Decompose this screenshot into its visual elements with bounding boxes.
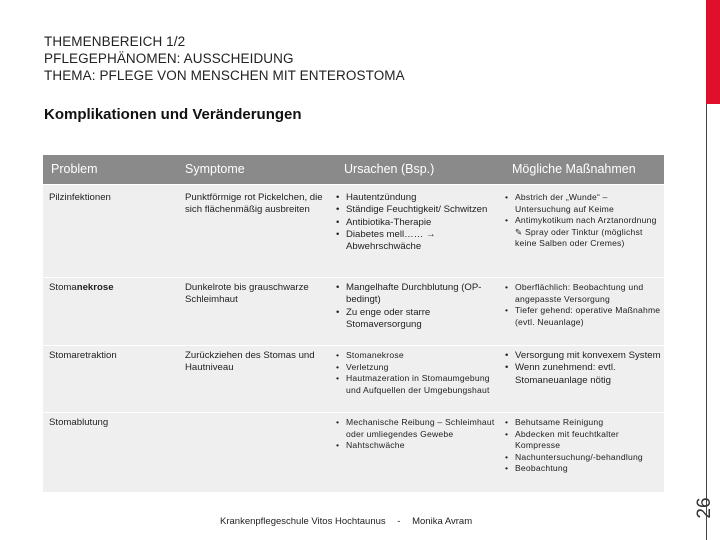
list-item: • Abdecken mit feuchtkalter Kompresse xyxy=(504,429,654,452)
problem-prefix: Stoma xyxy=(49,282,77,293)
header-line-2: PFLEGEPHÄNOMEN: AUSSCHEIDUNG xyxy=(44,51,294,66)
row-divider xyxy=(43,277,664,278)
complications-table xyxy=(43,155,664,492)
column-header-ursachen: Ursachen (Bsp.) xyxy=(344,162,435,176)
table-row-4-massnahmen xyxy=(504,417,654,475)
table-row-3-ursachen xyxy=(335,350,501,396)
table-row-2-problem xyxy=(49,282,174,294)
list-item: • Hautmazeration in Stomaumgebung und Aufquellen der Umgebungshaut xyxy=(335,373,501,396)
footer-separator: - xyxy=(397,516,401,527)
list-item: • Antimykotikum nach Arztanordnung xyxy=(504,215,662,227)
table-row-1-symptome: Punktförmige rot Pickelchen, die sich flächenmäßig ausbreiten xyxy=(185,192,323,216)
footer-school: Krankenpflegeschule Vitos Hochtaunus xyxy=(220,516,386,527)
list-item: • Tiefer gehend: operative Maßnahme (evtl. Neuanlage) xyxy=(504,305,662,328)
list-item: • Mangelhafte Durchblutung (OP-bedingt) xyxy=(335,282,495,307)
footer-author: Monika Avram xyxy=(412,516,473,527)
list-item: • Beobachtung xyxy=(504,463,654,475)
table-row-3-symptome: Zurückziehen des Stomas und Hautniveau xyxy=(185,350,315,374)
row-divider xyxy=(43,184,664,185)
list-item: • Mechanische Reibung – Schleimhaut oder umliegendes Gewebe xyxy=(335,417,501,440)
header-line-1: THEMENBEREICH 1/2 xyxy=(44,34,186,49)
table-row-2-symptome: Dunkelrote bis grauschwarze Schleimhaut xyxy=(185,282,309,306)
table-row-4-ursachen xyxy=(335,417,501,452)
list-item: • Zu enge oder starre Stomaversorgung xyxy=(335,307,495,332)
list-item: • Oberflächlich: Beobachtung und angepasste Versorgung xyxy=(504,282,662,305)
page-number: 26 xyxy=(694,497,715,519)
column-header-massnahmen: Mögliche Maßnahmen xyxy=(512,162,636,176)
table-row-1-ursachen xyxy=(335,192,497,253)
divider-line xyxy=(706,104,707,540)
table-header xyxy=(43,155,664,184)
list-item: • Wenn zunehmend: evtl. Stomaneuanlage nötig xyxy=(504,362,662,387)
table-row-2-massnahmen xyxy=(504,282,662,328)
slide-header xyxy=(44,33,405,84)
table-row-3-problem: Stomaretraktion xyxy=(49,350,117,361)
list-item: • Versorgung mit konvexem System xyxy=(504,350,662,362)
header-line-3: THEMA: PFLEGE VON MENSCHEN MIT ENTEROSTOMA xyxy=(44,68,405,83)
table-row-2-ursachen xyxy=(335,282,495,331)
column-header-problem: Problem xyxy=(51,162,98,176)
list-item: • Stomanekrose xyxy=(335,350,501,362)
list-item: • Nahtschwäche xyxy=(335,440,501,452)
accent-bar xyxy=(706,0,720,104)
list-item: • Ständige Feuchtigkeit/ Schwitzen xyxy=(335,204,497,216)
list-item: • Nachuntersuchung/-behandlung xyxy=(504,452,654,464)
slide-subtitle: Komplikationen und Veränderungen xyxy=(44,106,302,123)
list-item: • Antibiotika-Therapie xyxy=(335,217,497,229)
table-row-3-massnahmen xyxy=(504,350,662,387)
table-row-1-problem: Pilzinfektionen xyxy=(49,192,111,203)
problem-bold: nekrose xyxy=(76,282,114,293)
table-row-1-massnahmen xyxy=(504,192,662,250)
column-header-symptome: Symptome xyxy=(185,162,245,176)
row-divider xyxy=(43,412,664,413)
table-row-4-problem: Stomablutung xyxy=(49,417,109,428)
list-item: • Verletzung xyxy=(335,362,501,374)
list-item: • Abstrich der „Wunde“ – Untersuchung auf Keime xyxy=(504,192,662,215)
list-item: • Behutsame Reinigung xyxy=(504,417,654,429)
list-item: • Hautentzündung xyxy=(335,192,497,204)
list-item-note: ✎ Spray oder Tinktur (möglichst keine Salben oder Cremes) xyxy=(515,226,643,249)
row-divider xyxy=(43,345,664,346)
list-item: • Diabetes mell…… → Abwehrschwäche xyxy=(335,229,497,254)
footer xyxy=(220,516,472,527)
